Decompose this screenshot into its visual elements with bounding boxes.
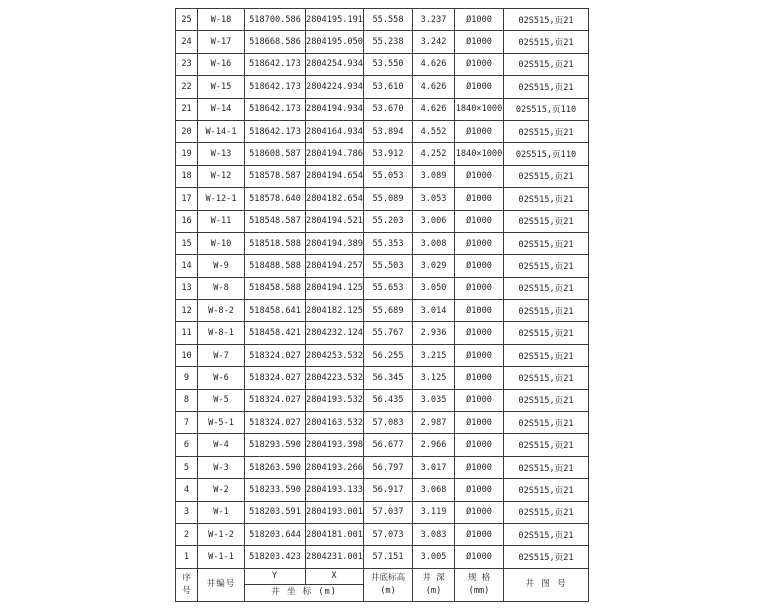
table-row xyxy=(176,188,589,210)
table-row xyxy=(176,76,589,98)
bottom-elev-cell: 57.037 xyxy=(364,501,413,523)
table-row xyxy=(176,9,589,31)
seq-cell: 4 xyxy=(176,479,198,501)
table-row xyxy=(176,434,589,456)
atlas-ref-cell: 02S515,页21 xyxy=(504,501,589,523)
table-row xyxy=(176,277,589,299)
seq-cell: 8 xyxy=(176,389,198,411)
header-well-id: 井编号 xyxy=(198,568,245,601)
table-header xyxy=(176,568,589,601)
depth-cell: 3.068 xyxy=(413,479,455,501)
depth-cell: 3.035 xyxy=(413,389,455,411)
seq-cell: 23 xyxy=(176,53,198,75)
atlas-ref-cell: 02S515,页21 xyxy=(504,322,589,344)
spec-cell: Ø1000 xyxy=(455,501,504,523)
y-coord-cell: 518458.421 xyxy=(245,322,306,344)
header-seq xyxy=(176,568,198,601)
header-coords: 井 坐 标 (m) xyxy=(245,585,364,602)
well-id-cell: W-2 xyxy=(198,479,245,501)
seq-cell: 18 xyxy=(176,165,198,187)
seq-cell: 22 xyxy=(176,76,198,98)
depth-cell: 3.215 xyxy=(413,344,455,366)
y-coord-cell: 518518.588 xyxy=(245,232,306,254)
well-id-cell: W-18 xyxy=(198,9,245,31)
atlas-ref-cell: 02S515,页21 xyxy=(504,232,589,254)
seq-cell: 3 xyxy=(176,501,198,523)
y-coord-cell: 518668.586 xyxy=(245,31,306,53)
x-coord-cell: 2804194.654 xyxy=(306,165,364,187)
bottom-elev-cell: 56.917 xyxy=(364,479,413,501)
y-coord-cell: 518233.590 xyxy=(245,479,306,501)
atlas-ref-cell: 02S515,页21 xyxy=(504,300,589,322)
well-id-cell: W-4 xyxy=(198,434,245,456)
depth-cell: 3.083 xyxy=(413,523,455,545)
depth-cell: 3.005 xyxy=(413,546,455,568)
spec-cell: Ø1000 xyxy=(455,479,504,501)
y-coord-cell: 518578.640 xyxy=(245,188,306,210)
table-row xyxy=(176,523,589,545)
x-coord-cell: 2804182.125 xyxy=(306,300,364,322)
well-id-cell: W-5-1 xyxy=(198,412,245,434)
seq-cell: 16 xyxy=(176,210,198,232)
atlas-ref-cell: 02S515,页21 xyxy=(504,456,589,478)
y-coord-cell: 518642.173 xyxy=(245,76,306,98)
atlas-ref-cell: 02S515,页21 xyxy=(504,53,589,75)
x-coord-cell: 2804193.266 xyxy=(306,456,364,478)
table-row xyxy=(176,322,589,344)
atlas-ref-cell: 02S515,页21 xyxy=(504,412,589,434)
bottom-elev-cell: 56.677 xyxy=(364,434,413,456)
table-row xyxy=(176,53,589,75)
spec-cell: 1840×1000 xyxy=(455,143,504,165)
header-bottom-elev xyxy=(364,568,413,601)
bottom-elev-cell: 57.151 xyxy=(364,546,413,568)
spec-cell: Ø1000 xyxy=(455,53,504,75)
bottom-elev-cell: 55.503 xyxy=(364,255,413,277)
header-spec xyxy=(455,568,504,601)
table-row xyxy=(176,98,589,120)
spec-cell: Ø1000 xyxy=(455,120,504,142)
seq-cell: 20 xyxy=(176,120,198,142)
y-coord-cell: 518642.173 xyxy=(245,120,306,142)
header-spec-unit: (mm) xyxy=(468,585,490,596)
seq-cell: 1 xyxy=(176,546,198,568)
spec-cell: Ø1000 xyxy=(455,210,504,232)
depth-cell: 3.089 xyxy=(413,165,455,187)
depth-cell: 4.252 xyxy=(413,143,455,165)
bottom-elev-cell: 53.550 xyxy=(364,53,413,75)
seq-cell: 9 xyxy=(176,367,198,389)
bottom-elev-cell: 55.353 xyxy=(364,232,413,254)
bottom-elev-cell: 56.797 xyxy=(364,456,413,478)
atlas-ref-cell: 02S515,页21 xyxy=(504,367,589,389)
seq-cell: 6 xyxy=(176,434,198,456)
y-coord-cell: 518203.644 xyxy=(245,523,306,545)
depth-cell: 4.626 xyxy=(413,98,455,120)
table-row xyxy=(176,165,589,187)
table-row xyxy=(176,210,589,232)
spec-cell: Ø1000 xyxy=(455,322,504,344)
well-id-cell: W-17 xyxy=(198,31,245,53)
bottom-elev-cell: 55.053 xyxy=(364,165,413,187)
well-id-cell: W-12 xyxy=(198,165,245,187)
well-id-cell: W-10 xyxy=(198,232,245,254)
table-row xyxy=(176,456,589,478)
table-row xyxy=(176,501,589,523)
x-coord-cell: 2804194.257 xyxy=(306,255,364,277)
y-coord-cell: 518488.588 xyxy=(245,255,306,277)
depth-cell: 3.053 xyxy=(413,188,455,210)
bottom-elev-cell: 55.089 xyxy=(364,188,413,210)
spec-cell: Ø1000 xyxy=(455,9,504,31)
table-row xyxy=(176,232,589,254)
header-spec-label: 规 格 xyxy=(467,572,491,583)
header-seq-line1: 序 xyxy=(182,572,191,583)
y-coord-cell: 518642.173 xyxy=(245,53,306,75)
x-coord-cell: 2804224.934 xyxy=(306,76,364,98)
spec-cell: Ø1000 xyxy=(455,188,504,210)
well-id-cell: W-8-2 xyxy=(198,300,245,322)
x-coord-cell: 2804194.125 xyxy=(306,277,364,299)
atlas-ref-cell: 02S515,页21 xyxy=(504,9,589,31)
atlas-ref-cell: 02S515,页21 xyxy=(504,546,589,568)
header-seq-line2: 号 xyxy=(182,585,191,596)
x-coord-cell: 2804193.398 xyxy=(306,434,364,456)
depth-cell: 2.987 xyxy=(413,412,455,434)
x-coord-cell: 2804194.786 xyxy=(306,143,364,165)
bottom-elev-cell: 53.610 xyxy=(364,76,413,98)
depth-cell: 3.008 xyxy=(413,232,455,254)
seq-cell: 14 xyxy=(176,255,198,277)
well-schedule-table xyxy=(175,8,589,602)
spec-cell: 1840×1000 xyxy=(455,98,504,120)
y-coord-cell: 518263.590 xyxy=(245,456,306,478)
table-body xyxy=(176,9,589,569)
x-coord-cell: 2804195.191 xyxy=(306,9,364,31)
spec-cell: Ø1000 xyxy=(455,165,504,187)
spec-cell: Ø1000 xyxy=(455,300,504,322)
y-coord-cell: 518578.587 xyxy=(245,165,306,187)
bottom-elev-cell: 56.435 xyxy=(364,389,413,411)
y-coord-cell: 518324.027 xyxy=(245,367,306,389)
x-coord-cell: 2804231.001 xyxy=(306,546,364,568)
atlas-ref-cell: 02S515,页21 xyxy=(504,210,589,232)
bottom-elev-cell: 57.073 xyxy=(364,523,413,545)
table-row xyxy=(176,255,589,277)
seq-cell: 11 xyxy=(176,322,198,344)
x-coord-cell: 2804254.934 xyxy=(306,53,364,75)
y-coord-cell: 518700.586 xyxy=(245,9,306,31)
seq-cell: 2 xyxy=(176,523,198,545)
depth-cell: 3.029 xyxy=(413,255,455,277)
seq-cell: 13 xyxy=(176,277,198,299)
x-coord-cell: 2804163.532 xyxy=(306,412,364,434)
seq-cell: 17 xyxy=(176,188,198,210)
well-id-cell: W-7 xyxy=(198,344,245,366)
y-coord-cell: 518458.641 xyxy=(245,300,306,322)
bottom-elev-cell: 56.345 xyxy=(364,367,413,389)
header-bottom-elev-label: 井底标高 xyxy=(370,572,406,583)
spec-cell: Ø1000 xyxy=(455,412,504,434)
bottom-elev-cell: 55.653 xyxy=(364,277,413,299)
spec-cell: Ø1000 xyxy=(455,76,504,98)
table-row xyxy=(176,479,589,501)
seq-cell: 7 xyxy=(176,412,198,434)
well-id-cell: W-14 xyxy=(198,98,245,120)
x-coord-cell: 2804223.532 xyxy=(306,367,364,389)
atlas-ref-cell: 02S515,页110 xyxy=(504,143,589,165)
y-coord-cell: 518203.423 xyxy=(245,546,306,568)
bottom-elev-cell: 53.894 xyxy=(364,120,413,142)
atlas-ref-cell: 02S515,页21 xyxy=(504,120,589,142)
bottom-elev-cell: 53.670 xyxy=(364,98,413,120)
atlas-ref-cell: 02S515,页21 xyxy=(504,31,589,53)
table-row xyxy=(176,412,589,434)
spec-cell: Ø1000 xyxy=(455,232,504,254)
depth-cell: 2.936 xyxy=(413,322,455,344)
y-coord-cell: 518642.173 xyxy=(245,98,306,120)
bottom-elev-cell: 57.083 xyxy=(364,412,413,434)
x-coord-cell: 2804195.050 xyxy=(306,31,364,53)
bottom-elev-cell: 53.912 xyxy=(364,143,413,165)
seq-cell: 25 xyxy=(176,9,198,31)
spec-cell: Ø1000 xyxy=(455,31,504,53)
depth-cell: 3.017 xyxy=(413,456,455,478)
well-id-cell: W-8 xyxy=(198,277,245,299)
seq-cell: 15 xyxy=(176,232,198,254)
well-id-cell: W-8-1 xyxy=(198,322,245,344)
x-coord-cell: 2804193.532 xyxy=(306,389,364,411)
atlas-ref-cell: 02S515,页21 xyxy=(504,344,589,366)
atlas-ref-cell: 02S515,页21 xyxy=(504,434,589,456)
depth-cell: 3.125 xyxy=(413,367,455,389)
table-row xyxy=(176,31,589,53)
well-id-cell: W-9 xyxy=(198,255,245,277)
seq-cell: 24 xyxy=(176,31,198,53)
bottom-elev-cell: 55.238 xyxy=(364,31,413,53)
spec-cell: Ø1000 xyxy=(455,344,504,366)
x-coord-cell: 2804193.001 xyxy=(306,501,364,523)
y-coord-cell: 518203.591 xyxy=(245,501,306,523)
bottom-elev-cell: 55.203 xyxy=(364,210,413,232)
header-row-top xyxy=(176,568,589,585)
depth-cell: 4.552 xyxy=(413,120,455,142)
x-coord-cell: 2804164.934 xyxy=(306,120,364,142)
x-coord-cell: 2804194.934 xyxy=(306,98,364,120)
y-coord-cell: 518458.588 xyxy=(245,277,306,299)
spec-cell: Ø1000 xyxy=(455,546,504,568)
bottom-elev-cell: 55.689 xyxy=(364,300,413,322)
header-y: Y xyxy=(245,568,306,585)
atlas-ref-cell: 02S515,页21 xyxy=(504,255,589,277)
depth-cell: 2.966 xyxy=(413,434,455,456)
atlas-ref-cell: 02S515,页21 xyxy=(504,389,589,411)
x-coord-cell: 2804193.133 xyxy=(306,479,364,501)
depth-cell: 4.626 xyxy=(413,76,455,98)
spec-cell: Ø1000 xyxy=(455,456,504,478)
well-id-cell: W-1 xyxy=(198,501,245,523)
well-id-cell: W-5 xyxy=(198,389,245,411)
well-id-cell: W-3 xyxy=(198,456,245,478)
atlas-ref-cell: 02S515,页21 xyxy=(504,76,589,98)
seq-cell: 10 xyxy=(176,344,198,366)
bottom-elev-cell: 55.558 xyxy=(364,9,413,31)
x-coord-cell: 2804194.521 xyxy=(306,210,364,232)
well-id-cell: W-13 xyxy=(198,143,245,165)
table-row xyxy=(176,120,589,142)
well-id-cell: W-6 xyxy=(198,367,245,389)
depth-cell: 3.242 xyxy=(413,31,455,53)
atlas-ref-cell: 02S515,页21 xyxy=(504,277,589,299)
atlas-ref-cell: 02S515,页21 xyxy=(504,188,589,210)
header-depth-unit: (m) xyxy=(425,585,442,596)
bottom-elev-cell: 55.767 xyxy=(364,322,413,344)
table-row xyxy=(176,344,589,366)
well-id-cell: W-12-1 xyxy=(198,188,245,210)
atlas-ref-cell: 02S515,页21 xyxy=(504,479,589,501)
header-bottom-elev-unit: (m) xyxy=(380,585,396,596)
table-row xyxy=(176,546,589,568)
x-coord-cell: 2804181.001 xyxy=(306,523,364,545)
spec-cell: Ø1000 xyxy=(455,277,504,299)
table-row xyxy=(176,300,589,322)
well-id-cell: W-1-1 xyxy=(198,546,245,568)
depth-cell: 4.626 xyxy=(413,53,455,75)
well-id-cell: W-1-2 xyxy=(198,523,245,545)
y-coord-cell: 518548.587 xyxy=(245,210,306,232)
depth-cell: 3.119 xyxy=(413,501,455,523)
seq-cell: 12 xyxy=(176,300,198,322)
well-id-cell: W-11 xyxy=(198,210,245,232)
x-coord-cell: 2804253.532 xyxy=(306,344,364,366)
seq-cell: 5 xyxy=(176,456,198,478)
atlas-ref-cell: 02S515,页21 xyxy=(504,523,589,545)
header-atlas: 井 图 号 xyxy=(504,568,589,601)
depth-cell: 3.237 xyxy=(413,9,455,31)
y-coord-cell: 518608.587 xyxy=(245,143,306,165)
depth-cell: 3.014 xyxy=(413,300,455,322)
spec-cell: Ø1000 xyxy=(455,523,504,545)
header-depth-label: 井 深 xyxy=(422,572,445,583)
well-id-cell: W-16 xyxy=(198,53,245,75)
spec-cell: Ø1000 xyxy=(455,434,504,456)
spec-cell: Ø1000 xyxy=(455,367,504,389)
y-coord-cell: 518324.027 xyxy=(245,412,306,434)
x-coord-cell: 2804232.124 xyxy=(306,322,364,344)
header-depth xyxy=(413,568,455,601)
well-id-cell: W-15 xyxy=(198,76,245,98)
table-row xyxy=(176,389,589,411)
depth-cell: 3.050 xyxy=(413,277,455,299)
seq-cell: 21 xyxy=(176,98,198,120)
table-row xyxy=(176,143,589,165)
atlas-ref-cell: 02S515,页110 xyxy=(504,98,589,120)
y-coord-cell: 518324.027 xyxy=(245,389,306,411)
header-x: X xyxy=(306,568,364,585)
y-coord-cell: 518324.027 xyxy=(245,344,306,366)
x-coord-cell: 2804194.389 xyxy=(306,232,364,254)
spec-cell: Ø1000 xyxy=(455,389,504,411)
y-coord-cell: 518293.590 xyxy=(245,434,306,456)
seq-cell: 19 xyxy=(176,143,198,165)
depth-cell: 3.006 xyxy=(413,210,455,232)
bottom-elev-cell: 56.255 xyxy=(364,344,413,366)
spec-cell: Ø1000 xyxy=(455,255,504,277)
x-coord-cell: 2804182.654 xyxy=(306,188,364,210)
table-row xyxy=(176,367,589,389)
well-id-cell: W-14-1 xyxy=(198,120,245,142)
atlas-ref-cell: 02S515,页21 xyxy=(504,165,589,187)
